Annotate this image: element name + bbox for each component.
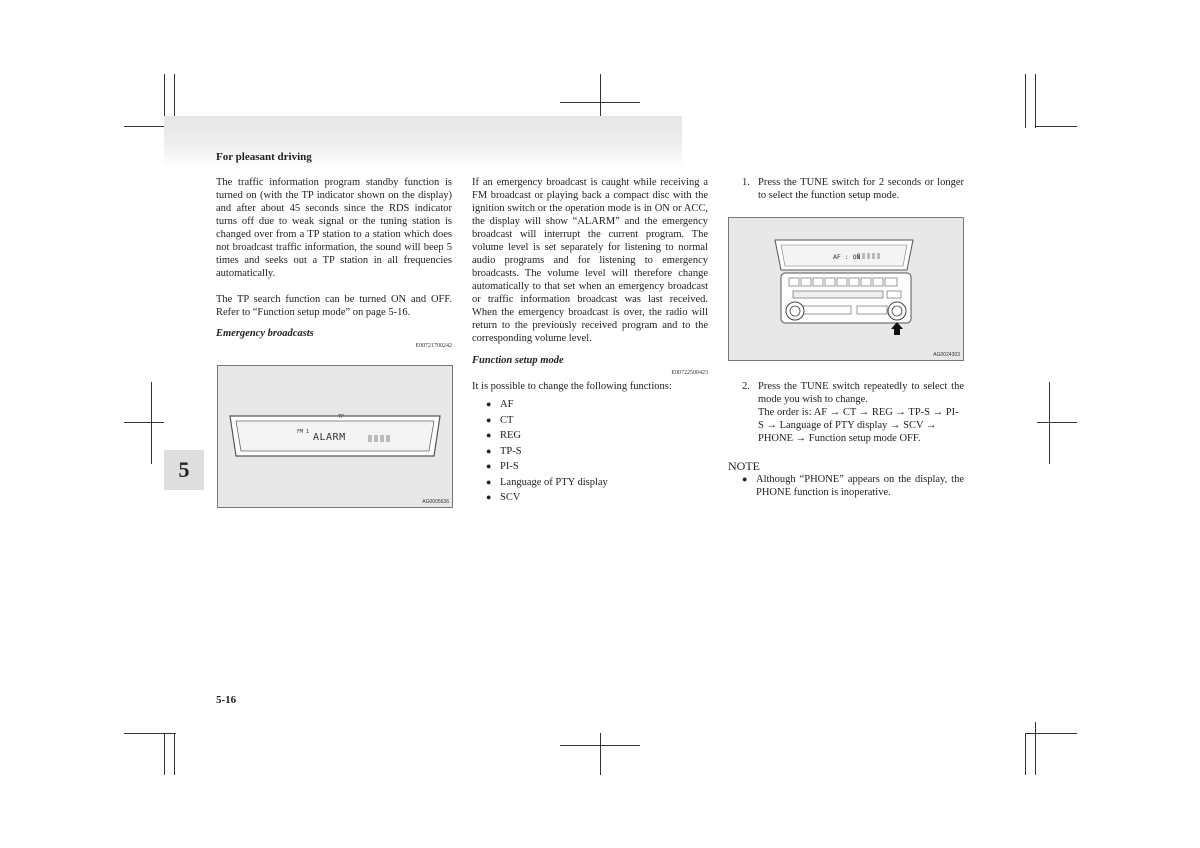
reference-code: E00721700242 — [415, 343, 452, 349]
page-number: 5-16 — [216, 694, 237, 706]
function-list-item: ● Language of PTY display — [472, 475, 708, 491]
crop-mark — [124, 422, 164, 423]
section-title: For pleasant driving — [216, 151, 312, 163]
function-list — [472, 397, 708, 506]
function-list-item: ● PI-S — [472, 459, 708, 475]
audio-unit-illustration — [729, 218, 963, 360]
note-item — [742, 473, 964, 499]
crop-mark — [1049, 382, 1050, 464]
display-alarm-text: ALARM — [313, 432, 346, 443]
crop-mark — [164, 733, 165, 775]
paragraph: The traffic information program standby function is turned on (with the TP indicator shown on the display) and after about 45 seconds since the RDS indicator turns off due to weak signal or the tuning station is changed over from a TP station to a station which does not broadcast traffic information, the sound will beep 5 times and seeks out a TP station in all frequencies automatically. — [216, 177, 452, 279]
crop-mark — [560, 102, 640, 103]
function-list-item: ● AF — [472, 397, 708, 413]
step-number: 2. — [742, 381, 750, 392]
crop-mark — [124, 733, 176, 734]
middle-column — [472, 176, 708, 393]
note-text: Although “PHONE” appears on the display, the PHONE function is inoperative. — [756, 474, 964, 498]
bullet-icon: ● — [742, 474, 748, 484]
figure-id: AG0005636 — [422, 499, 449, 505]
subheading-function-setup-mode: Function setup mode — [472, 355, 564, 366]
crop-mark — [600, 733, 601, 775]
step-text: Press the TUNE switch repeatedly to select the mode you wish to change. — [758, 381, 964, 405]
function-list-item: ● TP-S — [472, 444, 708, 460]
crop-mark — [174, 733, 175, 775]
alarm-display-figure — [217, 365, 453, 508]
crop-mark — [164, 74, 165, 116]
figure-id: AG0024303 — [933, 352, 960, 358]
crop-mark — [1035, 722, 1036, 775]
crop-mark — [1025, 733, 1077, 734]
step-2 — [742, 380, 964, 445]
band-indicator: FM 1 — [297, 429, 310, 435]
crop-mark — [1037, 422, 1077, 423]
step-1 — [742, 176, 964, 202]
crop-mark — [151, 382, 152, 464]
crop-mark — [174, 74, 175, 116]
function-list-item: ● REG — [472, 428, 708, 444]
subheading-emergency-broadcasts: Emergency broadcasts — [216, 328, 314, 339]
crop-mark — [560, 745, 640, 746]
step-text: Press the TUNE switch for 2 seconds or longer to select the function setup mode. — [758, 177, 964, 201]
crop-mark — [1035, 74, 1036, 128]
audio-unit-figure — [728, 217, 964, 361]
tp-indicator: TP — [338, 414, 345, 420]
paragraph: It is possible to change the following functions: — [472, 381, 672, 392]
function-list-item: ● CT — [472, 413, 708, 429]
step-number: 1. — [742, 177, 750, 188]
function-list-item: ● SCV — [472, 490, 708, 506]
display-af-on-text: AF : ON — [833, 253, 861, 261]
step-order-text: The order is: AF → CT → REG → TP-S → PI-S → Language of PTY display → SCV → PHONE → Function setup mode OFF. — [758, 407, 959, 444]
chapter-tab: 5 — [164, 450, 204, 490]
crop-mark — [1035, 126, 1077, 127]
reference-code: E00722500423 — [671, 370, 708, 376]
crop-mark — [1025, 733, 1026, 775]
note-heading: NOTE — [728, 459, 760, 473]
crop-mark — [1025, 74, 1026, 128]
paragraph: If an emergency broadcast is caught while receiving a FM broadcast or playing back a compact disc with the ignition switch or the operation mode is in ON or ACC, the display will show “ALARM” and the emergency broadcast will interrupt the current program. The volume level is set separately for listening to normal audio programs and for listening to emergency broadcasts. The volume level will therefore change automatically to that set when an emergency broadcast or traffic information broadcast was last received. When the emergency broadcast is over, the radio will return to the previously received program and to the corresponding volume level. — [472, 177, 708, 344]
paragraph: The TP search function can be turned ON and OFF. Refer to “Function setup mode” on page 5-16. — [216, 294, 452, 318]
left-column — [216, 176, 452, 353]
